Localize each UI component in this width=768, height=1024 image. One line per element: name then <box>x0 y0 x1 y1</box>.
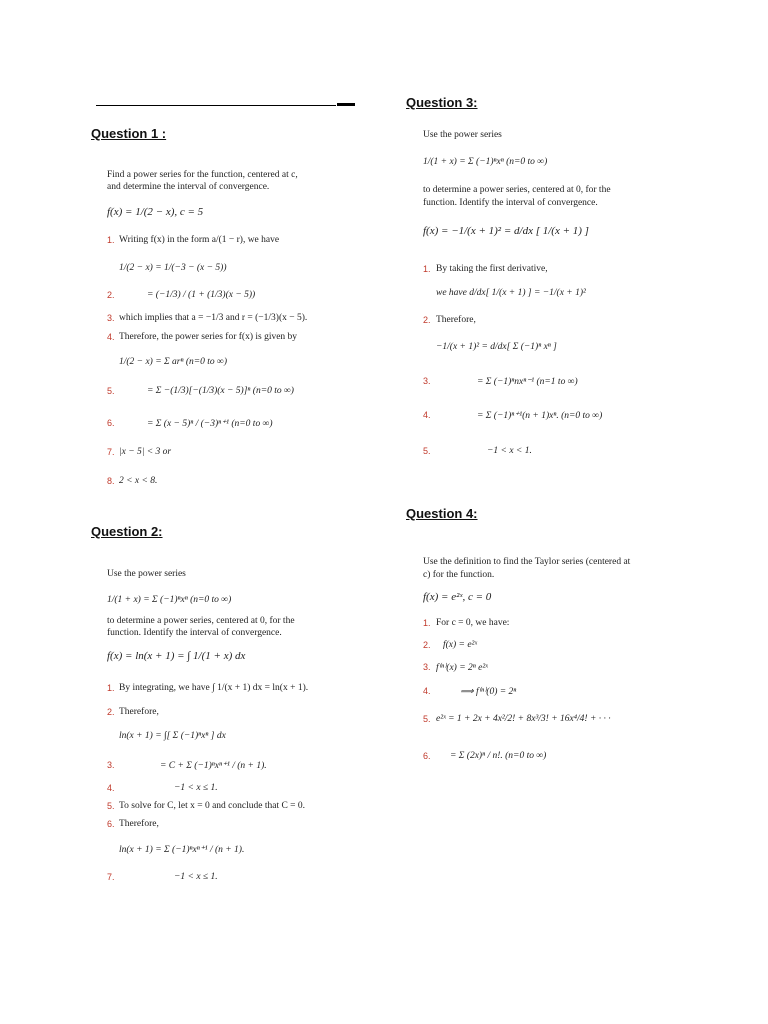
q4-intro-line-2: c) for the function. <box>423 570 495 580</box>
q2-step-text: ln(x + 1) = ∫[ Σ (−1)ⁿxⁿ ] dx <box>119 731 226 741</box>
q3-step-text: we have d/dx[ 1/(x + 1) ] = −1/(x + 1)² <box>436 288 586 298</box>
q2-step-number: 2. <box>107 707 115 717</box>
q1-step-text: = Σ (x − 5)ⁿ / (−3)ⁿ⁺¹ (n=0 to ∞) <box>147 419 273 429</box>
q4-step-text: For c = 0, we have: <box>436 618 510 628</box>
q3-step-text: Therefore, <box>436 315 476 325</box>
q3-intro-line-2: to determine a power series, centered at 0, for the <box>423 185 611 195</box>
header-dash <box>337 103 355 106</box>
q2-step-text: −1 < x ≤ 1. <box>174 783 218 793</box>
q1-step-text: which implies that a = −1/3 and r = (−1/3)(x − 5). <box>119 313 308 323</box>
q1-step-number: 8. <box>107 476 115 486</box>
question-2-heading: Question 2: <box>91 524 163 539</box>
q3-step-number: 1. <box>423 264 431 274</box>
q1-step-number: 5. <box>107 386 115 396</box>
q4-step-number: 4. <box>423 686 431 696</box>
q2-step-number: 3. <box>107 760 115 770</box>
q3-step-number: 5. <box>423 446 431 456</box>
q4-step-number: 6. <box>423 751 431 761</box>
q3-step-text: By taking the first derivative, <box>436 264 548 274</box>
q1-step-text: Writing f(x) in the form a/(1 − r), we have <box>119 235 280 245</box>
q1-step-number: 6. <box>107 418 115 428</box>
q2-step-text: Therefore, <box>119 819 159 829</box>
q3-step-number: 4. <box>423 410 431 420</box>
q2-intro-line-2: to determine a power series, centered at 0, for the <box>107 616 295 626</box>
q4-step-text: ⟹ f⁽ⁿ⁾(0) = 2ⁿ <box>460 687 517 697</box>
q2-step-number: 6. <box>107 819 115 829</box>
q2-step-number: 7. <box>107 872 115 882</box>
q4-step-text: f⁽ⁿ⁾(x) = 2ⁿ e²ˣ <box>436 663 488 673</box>
q3-series: 1/(1 + x) = Σ (−1)ⁿxⁿ (n=0 to ∞) <box>423 157 548 167</box>
q1-step-text: 1/(2 − x) = Σ arⁿ (n=0 to ∞) <box>119 357 227 367</box>
q3-step-text: −1/(x + 1)² = d/dx[ Σ (−1)ⁿ xⁿ ] <box>436 342 557 352</box>
q4-step-text: f(x) = e²ˣ <box>443 640 478 650</box>
q1-step-number: 7. <box>107 447 115 457</box>
q2-step-number: 4. <box>107 783 115 793</box>
q2-step-text: ln(x + 1) = Σ (−1)ⁿxⁿ⁺¹ / (n + 1). <box>119 845 245 855</box>
q1-step-number: 3. <box>107 313 115 323</box>
q4-function: f(x) = e²ˣ, c = 0 <box>423 591 492 603</box>
q2-step-text: To solve for C, let x = 0 and conclude that C = 0. <box>119 801 306 811</box>
q4-step-number: 5. <box>423 714 431 724</box>
q1-step-text: = (−1/3) / (1 + (1/3)(x − 5)) <box>147 290 256 300</box>
q2-step-text: = C + Σ (−1)ⁿxⁿ⁺¹ / (n + 1). <box>160 761 267 771</box>
question-3-heading: Question 3: <box>406 95 478 110</box>
q1-step-number: 2. <box>107 290 115 300</box>
q1-step-text: Therefore, the power series for f(x) is given by <box>119 332 298 342</box>
q3-step-text: −1 < x < 1. <box>487 446 532 456</box>
q4-step-number: 3. <box>423 662 431 672</box>
header-rule <box>96 105 336 106</box>
question-4-heading: Question 4: <box>406 506 478 521</box>
q1-intro-line-2: and determine the interval of convergence. <box>107 182 270 192</box>
q3-step-number: 3. <box>423 376 431 386</box>
q1-step-number: 4. <box>107 332 115 342</box>
q3-intro-line-1: Use the power series <box>423 130 502 140</box>
q2-step-number: 1. <box>107 683 115 693</box>
q2-series: 1/(1 + x) = Σ (−1)ⁿxⁿ (n=0 to ∞) <box>107 595 232 605</box>
q2-step-text: −1 < x ≤ 1. <box>174 872 218 882</box>
question-1-heading: Question 1 : <box>91 126 167 141</box>
q3-function: f(x) = −1/(x + 1)² = d/dx [ 1/(x + 1) ] <box>423 225 589 237</box>
q3-step-text: = Σ (−1)ⁿ⁺¹(n + 1)xⁿ. (n=0 to ∞) <box>477 411 603 421</box>
q4-intro-line-1: Use the definition to find the Taylor series (centered at <box>423 557 631 567</box>
q1-step-text: 2 < x < 8. <box>119 476 158 486</box>
q2-function: f(x) = ln(x + 1) = ∫ 1/(1 + x) dx <box>107 650 246 662</box>
q4-step-text: = Σ (2x)ⁿ / n!. (n=0 to ∞) <box>450 751 547 761</box>
q3-step-number: 2. <box>423 315 431 325</box>
q2-intro-line-1: Use the power series <box>107 569 186 579</box>
q1-step-text: |x − 5| < 3 or <box>119 447 172 457</box>
q1-step-number: 1. <box>107 235 115 245</box>
q1-intro-line-1: Find a power series for the function, centered at c, <box>107 170 298 180</box>
q1-step-text: = Σ −(1/3)[−(1/3)(x − 5)]ⁿ (n=0 to ∞) <box>147 386 294 396</box>
q3-step-text: = Σ (−1)ⁿnxⁿ⁻¹ (n=1 to ∞) <box>477 377 578 387</box>
q3-intro-line-3: function. Identify the interval of convergence. <box>423 198 598 208</box>
q1-function: f(x) = 1/(2 − x), c = 5 <box>107 206 204 218</box>
q2-step-number: 5. <box>107 801 115 811</box>
q4-step-text: e²ˣ = 1 + 2x + 4x²/2! + 8x³/3! + 16x⁴/4! + · · · <box>436 714 611 724</box>
q2-intro-line-3: function. Identify the interval of convergence. <box>107 628 282 638</box>
q4-step-number: 2. <box>423 640 431 650</box>
q2-step-text: By integrating, we have ∫ 1/(x + 1) dx = ln(x + 1). <box>119 683 309 693</box>
q1-step-text: 1/(2 − x) = 1/(−3 − (x − 5)) <box>119 263 227 273</box>
q2-step-text: Therefore, <box>119 707 159 717</box>
q4-step-number: 1. <box>423 618 431 628</box>
